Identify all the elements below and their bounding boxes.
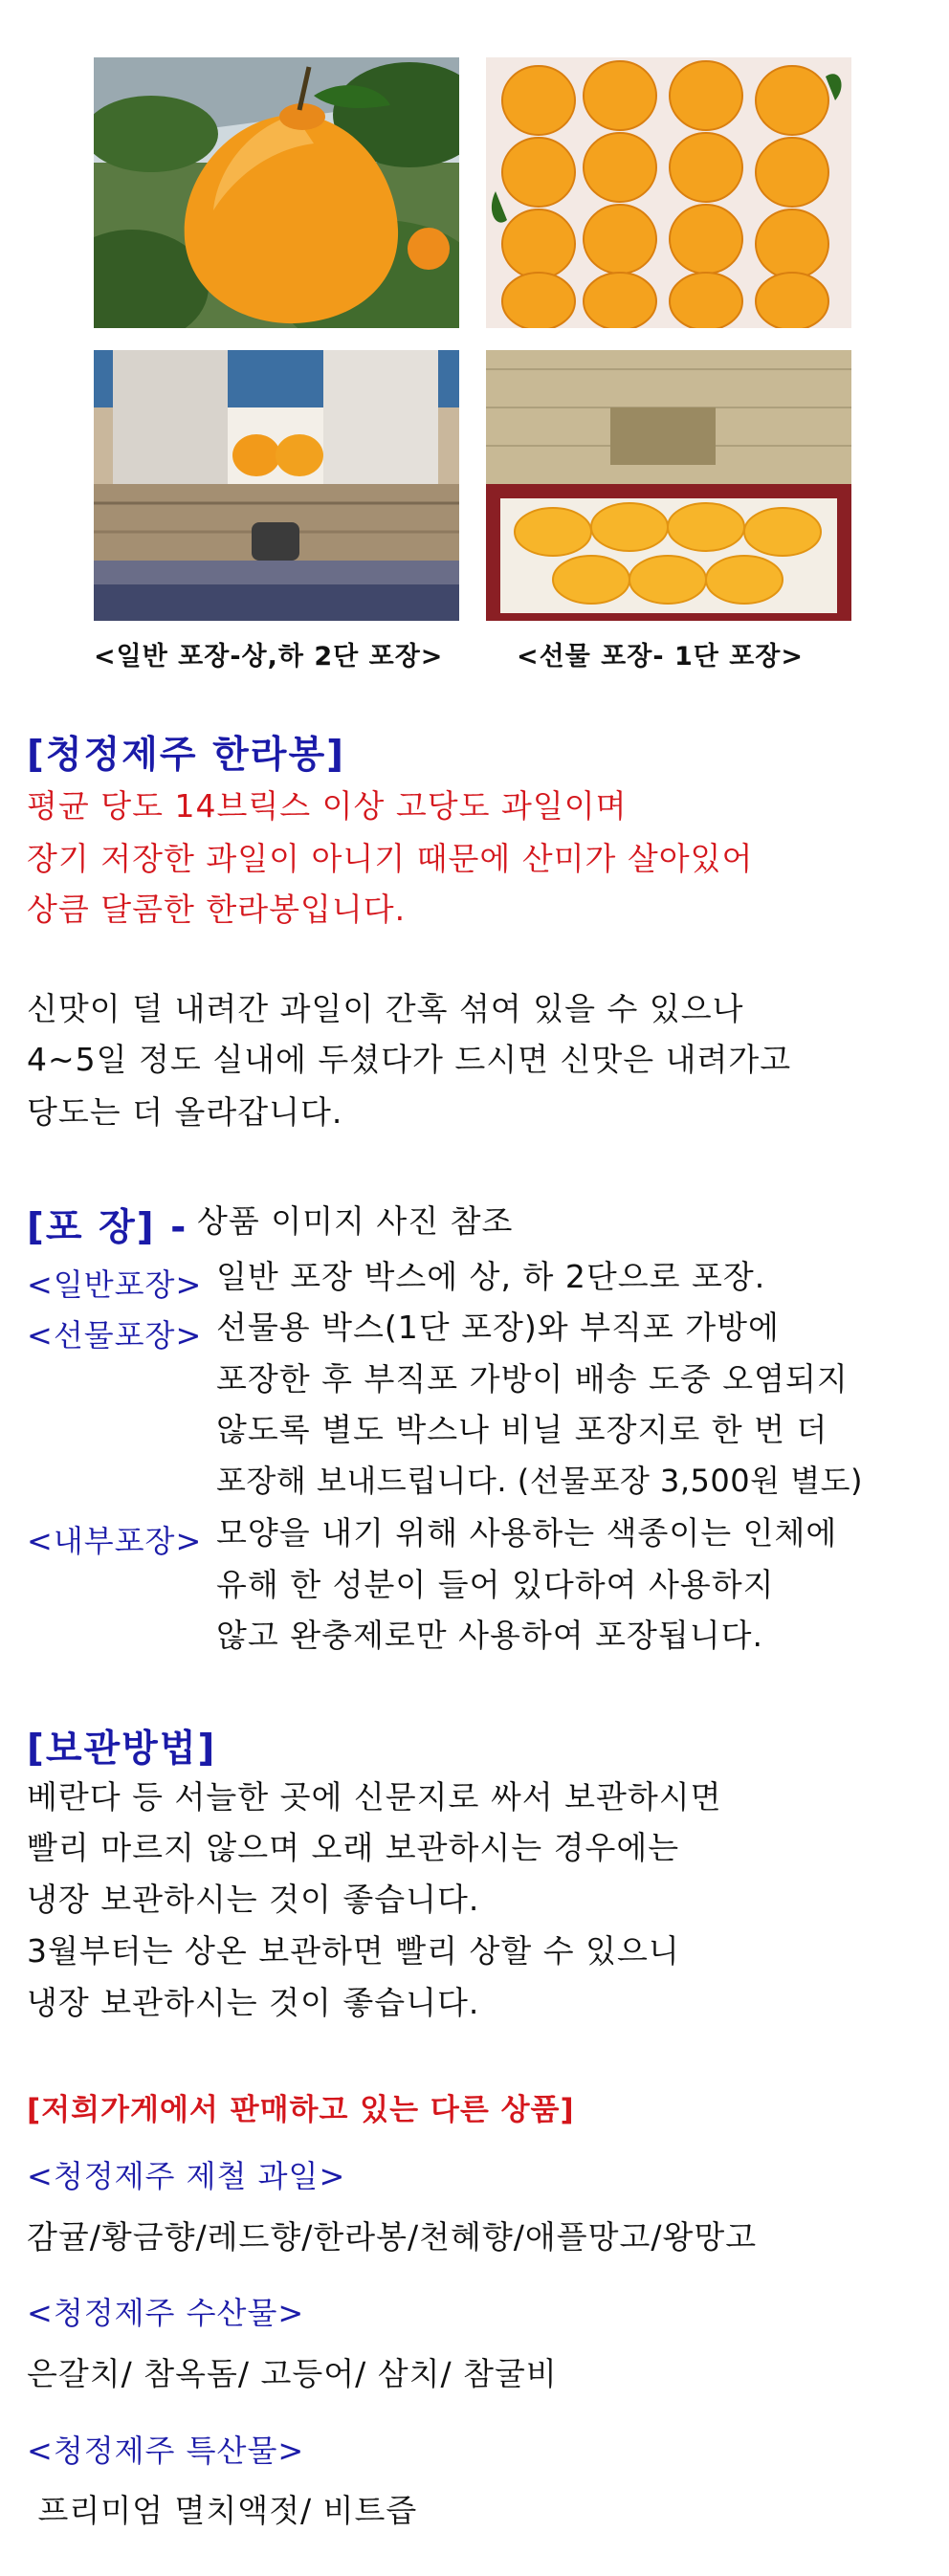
inner-packaging-tag: <내부포장>	[27, 1523, 203, 1559]
other-group-label-specialty: <청정제주 특산물>	[27, 2433, 305, 2469]
inner-packaging-line-1: 모양을 내기 위해 사용하는 색종이는 인체에	[216, 1514, 838, 1552]
storage-line-3: 냉장 보관하시는 것이 좋습니다.	[27, 1881, 480, 1918]
intro-line-3: 당도는 더 올라갑니다.	[27, 1093, 343, 1131]
gift-packaging-line-1: 선물용 박스(1단 포장)와 부직포 가방에	[216, 1309, 780, 1346]
gift-packaging-line-4: 포장해 보내드립니다. (선물포장 3,500원 별도)	[216, 1463, 864, 1499]
intro-red-line-3: 상큼 달콤한 한라봉입니다.	[27, 891, 407, 928]
gift-packaging-line-3: 않도록 별도 박스나 비닐 포장지로 한 번 더	[216, 1411, 828, 1448]
gift-packaging-line-2: 포장한 후 부직포 가방이 배송 도중 오염되지	[216, 1360, 849, 1398]
storage-title: [보관방법]	[27, 1728, 217, 1771]
storage-line-5: 냉장 보관하시는 것이 좋습니다.	[27, 1984, 480, 2021]
caption-general-packaging: <일반 포장-상,하 2단 포장>	[94, 642, 444, 672]
general-box-photo	[94, 350, 459, 621]
storage-line-4: 3월부터는 상온 보관하면 빨리 상할 수 있으니	[27, 1932, 680, 1970]
caption-gift-packaging: <선물 포장- 1단 포장>	[517, 642, 805, 672]
packaging-title: [포 장] -	[27, 1206, 188, 1249]
inner-packaging-line-3: 않고 완충제로만 사용하여 포장됩니다.	[216, 1617, 764, 1654]
intro-red-line-1: 평균 당도 14브릭스 이상 고당도 과일이며	[27, 787, 628, 825]
hallabong-tree-photo	[94, 57, 459, 328]
intro-line-2: 4~5일 정도 실내에 두셨다가 드시면 신맛은 내려가고	[27, 1041, 792, 1078]
gift-box-photo	[486, 350, 851, 621]
storage-line-2: 빨리 마르지 않으며 오래 보관하시는 경우에는	[27, 1829, 680, 1866]
other-group-label-fruit: <청정제주 제철 과일>	[27, 2158, 346, 2194]
hallabong-box-top-photo	[486, 57, 851, 328]
other-group-items-specialty: 프리미엄 멸치액젓/ 비트즙	[27, 2492, 418, 2529]
general-packaging-text: 일반 포장 박스에 상, 하 2단으로 포장.	[216, 1258, 766, 1295]
packaging-title-note: 상품 이미지 사진 참조	[197, 1202, 514, 1240]
other-products-title: [저희가게에서 판매하고 있는 다른 상품]	[27, 2093, 575, 2127]
general-packaging-tag: <일반포장>	[27, 1266, 203, 1303]
inner-packaging-line-2: 유해 한 성분이 들어 있다하여 사용하지	[216, 1566, 775, 1603]
other-group-items-seafood: 은갈치/ 참옥돔/ 고등어/ 삼치/ 참굴비	[27, 2355, 558, 2392]
storage-line-1: 베란다 등 서늘한 곳에 신문지로 싸서 보관하시면	[27, 1778, 722, 1816]
intro-line-1: 신맛이 덜 내려간 과일이 간혹 섞여 있을 수 있으나	[27, 990, 744, 1027]
other-group-items-fruit: 감귤/황금향/레드향/한라봉/천혜향/애플망고/왕망고	[27, 2218, 758, 2256]
gift-packaging-tag: <선물포장>	[27, 1317, 203, 1354]
other-group-label-seafood: <청정제주 수산물>	[27, 2295, 305, 2331]
intro-title: [청정제주 한라봉]	[27, 734, 345, 777]
intro-red-line-2: 장기 저장한 과일이 아니기 때문에 산미가 살아있어	[27, 840, 754, 877]
